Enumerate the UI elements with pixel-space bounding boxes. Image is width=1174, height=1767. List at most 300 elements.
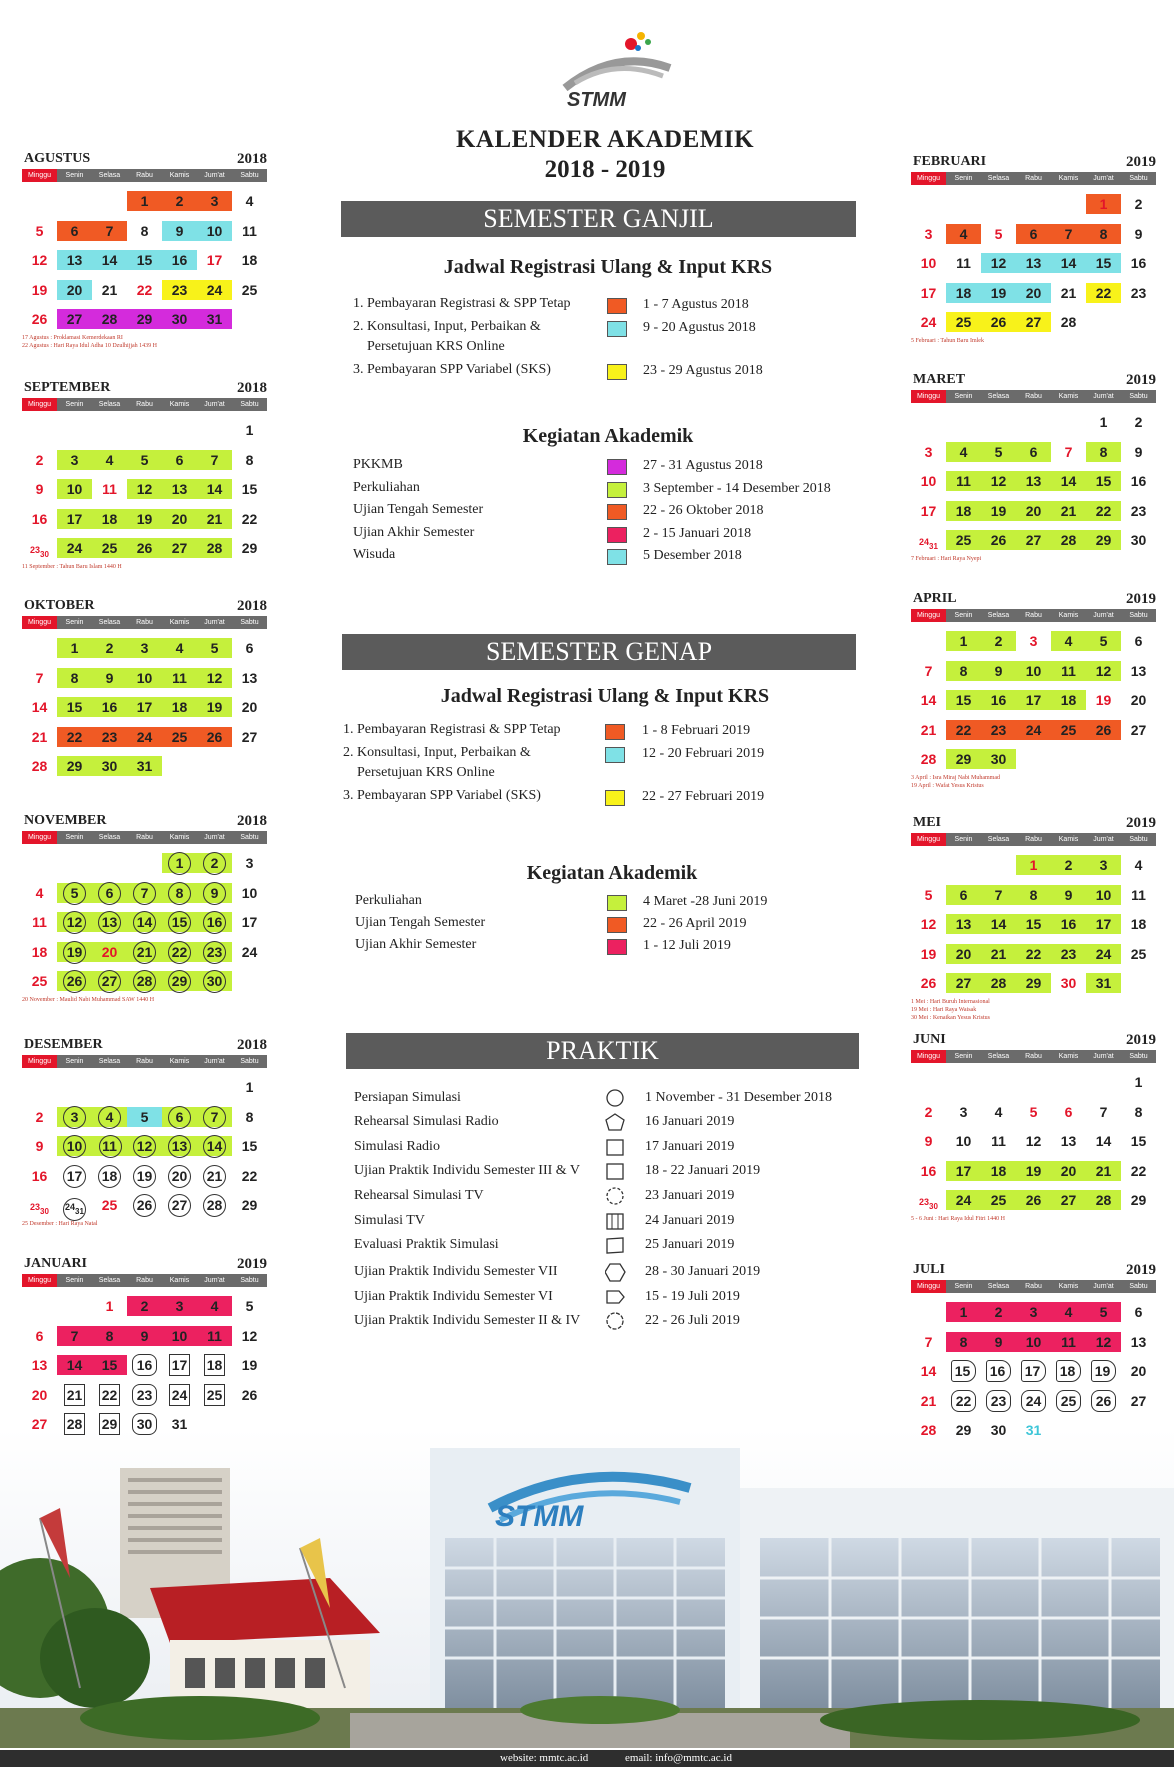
day-2[interactable] [162,186,197,216]
day-3[interactable] [1086,850,1121,880]
day-5[interactable] [22,216,57,246]
day-10[interactable] [57,1131,92,1161]
day-29[interactable] [127,304,162,334]
day-8[interactable] [1086,219,1121,249]
day-2[interactable] [1121,407,1156,437]
day-22[interactable] [1121,1156,1156,1186]
day-17[interactable] [57,1161,92,1191]
day-22[interactable] [1016,939,1051,969]
day-11[interactable] [197,1321,232,1351]
day-7[interactable] [22,663,57,693]
day-27[interactable] [57,304,92,334]
day-24[interactable] [1016,1386,1051,1416]
day-13[interactable] [57,245,92,275]
day-2[interactable] [22,445,57,475]
day-11[interactable] [981,1126,1016,1156]
day-1[interactable] [127,186,162,216]
day-19[interactable] [127,504,162,534]
day-18[interactable] [1121,909,1156,939]
day-12[interactable] [981,248,1016,278]
day-9[interactable] [127,1321,162,1351]
day-22[interactable] [127,275,162,305]
day-5[interactable] [232,1291,267,1321]
day-15[interactable] [1086,248,1121,278]
day-6[interactable] [1121,1297,1156,1327]
day-29[interactable] [946,744,981,774]
day-2[interactable] [981,626,1016,656]
day-11[interactable] [946,466,981,496]
day-1[interactable] [232,1072,267,1102]
day-22[interactable] [92,1380,127,1410]
day-29[interactable] [57,751,92,781]
day-22[interactable] [232,1161,267,1191]
day-19[interactable] [911,939,946,969]
day-4[interactable] [946,437,981,467]
day-27[interactable] [162,1190,197,1220]
day-19[interactable] [1086,685,1121,715]
day-10[interactable] [197,216,232,246]
day-12[interactable] [197,663,232,693]
day-12[interactable] [127,1131,162,1161]
day-8[interactable] [1121,1097,1156,1127]
day-9[interactable] [1121,219,1156,249]
day-9[interactable] [162,216,197,246]
day-27[interactable] [1016,525,1051,555]
day-28[interactable] [1086,1185,1121,1215]
day-11[interactable] [1051,1327,1086,1357]
day-17[interactable] [911,496,946,526]
day-21[interactable] [1051,496,1086,526]
day-8[interactable] [232,445,267,475]
day-3[interactable] [946,1097,981,1127]
day-20[interactable] [1016,496,1051,526]
day-9[interactable] [981,1327,1016,1357]
day-18[interactable] [197,1350,232,1380]
day-28[interactable] [1051,525,1086,555]
day-8[interactable] [946,1327,981,1357]
day-12[interactable] [911,909,946,939]
day-12[interactable] [127,474,162,504]
day-12[interactable] [1086,656,1121,686]
day-16[interactable] [127,1350,162,1380]
day-13[interactable] [1016,248,1051,278]
day-8[interactable] [232,1102,267,1132]
day-24[interactable] [57,1190,92,1220]
day-13[interactable] [162,474,197,504]
day-11[interactable] [162,663,197,693]
day-4[interactable] [1051,626,1086,656]
day-26[interactable] [57,966,92,996]
day-14[interactable] [1086,1126,1121,1156]
day-25[interactable] [92,533,127,563]
day-14[interactable] [197,474,232,504]
day-14[interactable] [911,685,946,715]
day-13[interactable] [22,1350,57,1380]
day-8[interactable] [1016,880,1051,910]
day-27[interactable] [1016,307,1051,337]
day-14[interactable] [1051,248,1086,278]
day-22[interactable] [946,1386,981,1416]
day-30[interactable] [1051,968,1086,998]
day-6[interactable] [232,633,267,663]
day-8[interactable] [1086,437,1121,467]
day-24[interactable] [127,722,162,752]
day-15[interactable] [162,907,197,937]
day-16[interactable] [22,1161,57,1191]
day-21[interactable] [911,1386,946,1416]
day-26[interactable] [127,1190,162,1220]
day-4[interactable] [92,445,127,475]
day-20[interactable] [162,1161,197,1191]
day-28[interactable] [92,304,127,334]
day-5[interactable] [1086,626,1121,656]
day-17[interactable] [911,278,946,308]
day-16[interactable] [22,504,57,534]
day-5[interactable] [981,437,1016,467]
day-28[interactable] [22,751,57,781]
day-23[interactable] [1051,939,1086,969]
day-24[interactable] [162,1380,197,1410]
day-26[interactable] [981,307,1016,337]
day-1[interactable] [92,1291,127,1321]
day-10[interactable] [1016,1327,1051,1357]
day-21[interactable] [197,504,232,534]
day-15[interactable] [1086,466,1121,496]
day-22[interactable] [946,715,981,745]
day-1[interactable] [946,1297,981,1327]
day-25[interactable] [981,1185,1016,1215]
day-30[interactable] [981,744,1016,774]
day-5[interactable] [57,878,92,908]
day-19[interactable] [1086,1356,1121,1386]
day-27[interactable] [946,968,981,998]
day-28[interactable] [197,1190,232,1220]
day-4[interactable] [197,1291,232,1321]
day-6[interactable] [1051,1097,1086,1127]
day-18[interactable] [946,278,981,308]
day-2[interactable] [981,1297,1016,1327]
day-2[interactable] [127,1291,162,1321]
day-12[interactable] [981,466,1016,496]
day-5[interactable] [1016,1097,1051,1127]
day-21[interactable] [1051,278,1086,308]
day-19[interactable] [127,1161,162,1191]
day-20[interactable] [1121,1356,1156,1386]
day-4[interactable] [232,186,267,216]
day-24[interactable] [1086,939,1121,969]
day-21[interactable] [981,939,1016,969]
day-21[interactable] [127,937,162,967]
day-7[interactable] [197,445,232,475]
day-3[interactable] [911,219,946,249]
day-6[interactable] [1016,437,1051,467]
day-17[interactable] [232,907,267,937]
day-25[interactable] [1051,1386,1086,1416]
day-10[interactable] [1016,656,1051,686]
day-13[interactable] [1121,656,1156,686]
day-20[interactable] [1051,1156,1086,1186]
day-14[interactable] [981,909,1016,939]
day-23[interactable] [1121,278,1156,308]
day-9[interactable] [911,1126,946,1156]
day-9[interactable] [1121,437,1156,467]
day-17[interactable] [127,692,162,722]
day-1[interactable] [1016,850,1051,880]
day-6[interactable] [92,878,127,908]
day-17[interactable] [1016,685,1051,715]
day-26[interactable] [22,304,57,334]
day-10[interactable] [127,663,162,693]
day-23[interactable] [92,722,127,752]
day-2[interactable] [92,633,127,663]
day-19[interactable] [981,278,1016,308]
day-17[interactable] [57,504,92,534]
day-15[interactable] [127,245,162,275]
day-12[interactable] [1016,1126,1051,1156]
day-2[interactable] [1121,189,1156,219]
day-30[interactable] [197,966,232,996]
day-10[interactable] [57,474,92,504]
day-25[interactable] [1051,715,1086,745]
day-9[interactable] [197,878,232,908]
day-7[interactable] [911,1327,946,1357]
day-27[interactable] [1051,1185,1086,1215]
day-16[interactable] [981,1356,1016,1386]
day-20[interactable] [232,692,267,722]
day-5[interactable] [127,445,162,475]
day-7[interactable] [197,1102,232,1132]
day-29[interactable] [162,966,197,996]
day-12[interactable] [22,245,57,275]
day-2[interactable] [197,848,232,878]
day-11[interactable] [232,216,267,246]
day-20[interactable] [1121,685,1156,715]
day-2[interactable] [22,1102,57,1132]
day-17[interactable] [946,1156,981,1186]
day-13[interactable] [1016,466,1051,496]
day-27[interactable] [1121,1386,1156,1416]
day-7[interactable] [1051,437,1086,467]
day-29[interactable] [1121,1185,1156,1215]
day-24[interactable] [1016,715,1051,745]
day-14[interactable] [127,907,162,937]
day-15[interactable] [232,1131,267,1161]
day-13[interactable] [162,1131,197,1161]
day-14[interactable] [911,1356,946,1386]
day-6[interactable] [1121,626,1156,656]
day-17[interactable] [197,245,232,275]
day-28[interactable] [1051,307,1086,337]
day-31[interactable] [1086,968,1121,998]
day-9[interactable] [981,656,1016,686]
day-17[interactable] [1086,909,1121,939]
day-25[interactable] [162,722,197,752]
day-15[interactable] [232,474,267,504]
day-18[interactable] [981,1156,1016,1186]
day-18[interactable] [232,245,267,275]
day-4[interactable] [1121,850,1156,880]
day-11[interactable] [92,1131,127,1161]
footer-email[interactable]: email: info@mmtc.ac.id [625,1752,732,1764]
day-18[interactable] [1051,1356,1086,1386]
day-16[interactable] [1121,248,1156,278]
day-11[interactable] [1051,656,1086,686]
day-23[interactable] [127,1380,162,1410]
day-1[interactable] [1086,407,1121,437]
day-23[interactable] [911,1185,946,1215]
day-13[interactable] [1121,1327,1156,1357]
day-12[interactable] [232,1321,267,1351]
day-21[interactable] [1086,1156,1121,1186]
day-15[interactable] [946,1356,981,1386]
day-20[interactable] [57,275,92,305]
day-21[interactable] [92,275,127,305]
day-11[interactable] [22,907,57,937]
day-30[interactable] [1121,525,1156,555]
day-13[interactable] [232,663,267,693]
day-7[interactable] [127,878,162,908]
day-1[interactable] [946,626,981,656]
day-21[interactable] [57,1380,92,1410]
day-16[interactable] [162,245,197,275]
day-9[interactable] [22,474,57,504]
day-15[interactable] [1121,1126,1156,1156]
day-19[interactable] [197,692,232,722]
day-14[interactable] [92,245,127,275]
day-22[interactable] [1086,496,1121,526]
day-16[interactable] [981,685,1016,715]
day-24[interactable] [57,533,92,563]
day-18[interactable] [92,504,127,534]
day-26[interactable] [911,968,946,998]
day-4[interactable] [946,219,981,249]
day-11[interactable] [92,474,127,504]
day-5[interactable] [981,219,1016,249]
day-30[interactable] [162,304,197,334]
day-19[interactable] [232,1350,267,1380]
day-7[interactable] [57,1321,92,1351]
day-26[interactable] [127,533,162,563]
day-22[interactable] [162,937,197,967]
day-3[interactable] [1016,626,1051,656]
day-23[interactable] [197,937,232,967]
day-27[interactable] [92,966,127,996]
day-3[interactable] [57,1102,92,1132]
day-19[interactable] [22,275,57,305]
day-24[interactable] [197,275,232,305]
day-16[interactable] [1051,909,1086,939]
day-3[interactable] [232,848,267,878]
day-23[interactable] [981,1386,1016,1416]
day-18[interactable] [162,692,197,722]
footer-website[interactable]: website: mmtc.ac.id [500,1752,589,1764]
day-10[interactable] [162,1321,197,1351]
day-25[interactable] [946,307,981,337]
day-16[interactable] [197,907,232,937]
day-10[interactable] [911,248,946,278]
day-27[interactable] [162,533,197,563]
day-18[interactable] [22,937,57,967]
day-25[interactable] [946,525,981,555]
day-15[interactable] [1016,909,1051,939]
day-16[interactable] [92,692,127,722]
day-8[interactable] [92,1321,127,1351]
day-6[interactable] [162,1102,197,1132]
day-6[interactable] [57,216,92,246]
day-6[interactable] [1016,219,1051,249]
day-1[interactable] [1086,189,1121,219]
day-31[interactable] [197,304,232,334]
day-13[interactable] [1051,1126,1086,1156]
day-23[interactable] [1121,496,1156,526]
day-3[interactable] [57,445,92,475]
day-9[interactable] [92,663,127,693]
day-13[interactable] [92,907,127,937]
day-21[interactable] [22,722,57,752]
day-28[interactable] [197,533,232,563]
day-10[interactable] [946,1126,981,1156]
day-27[interactable] [232,722,267,752]
day-17[interactable] [162,1350,197,1380]
day-25[interactable] [197,1380,232,1410]
day-26[interactable] [1086,715,1121,745]
day-23[interactable] [22,533,57,563]
day-28[interactable] [981,968,1016,998]
day-29[interactable] [1016,968,1051,998]
day-28[interactable] [127,966,162,996]
day-20[interactable] [92,937,127,967]
day-25[interactable] [1121,939,1156,969]
day-24[interactable] [946,1185,981,1215]
day-6[interactable] [22,1321,57,1351]
day-3[interactable] [911,437,946,467]
day-26[interactable] [232,1380,267,1410]
day-2[interactable] [911,1097,946,1127]
day-24[interactable] [911,307,946,337]
day-19[interactable] [981,496,1016,526]
day-14[interactable] [57,1350,92,1380]
day-29[interactable] [1086,525,1121,555]
day-15[interactable] [57,692,92,722]
day-8[interactable] [946,656,981,686]
day-3[interactable] [127,633,162,663]
day-22[interactable] [57,722,92,752]
day-10[interactable] [911,466,946,496]
day-5[interactable] [127,1102,162,1132]
day-18[interactable] [1051,685,1086,715]
day-20[interactable] [22,1380,57,1410]
day-25[interactable] [92,1190,127,1220]
day-3[interactable] [162,1291,197,1321]
day-4[interactable] [162,633,197,663]
day-6[interactable] [946,880,981,910]
day-18[interactable] [946,496,981,526]
day-26[interactable] [197,722,232,752]
day-27[interactable] [1121,715,1156,745]
day-14[interactable] [22,692,57,722]
day-18[interactable] [92,1161,127,1191]
day-10[interactable] [1086,880,1121,910]
day-11[interactable] [1121,880,1156,910]
day-19[interactable] [1016,1156,1051,1186]
day-20[interactable] [1016,278,1051,308]
day-15[interactable] [92,1350,127,1380]
day-11[interactable] [946,248,981,278]
day-16[interactable] [911,1156,946,1186]
day-8[interactable] [127,216,162,246]
day-6[interactable] [162,445,197,475]
day-7[interactable] [911,656,946,686]
